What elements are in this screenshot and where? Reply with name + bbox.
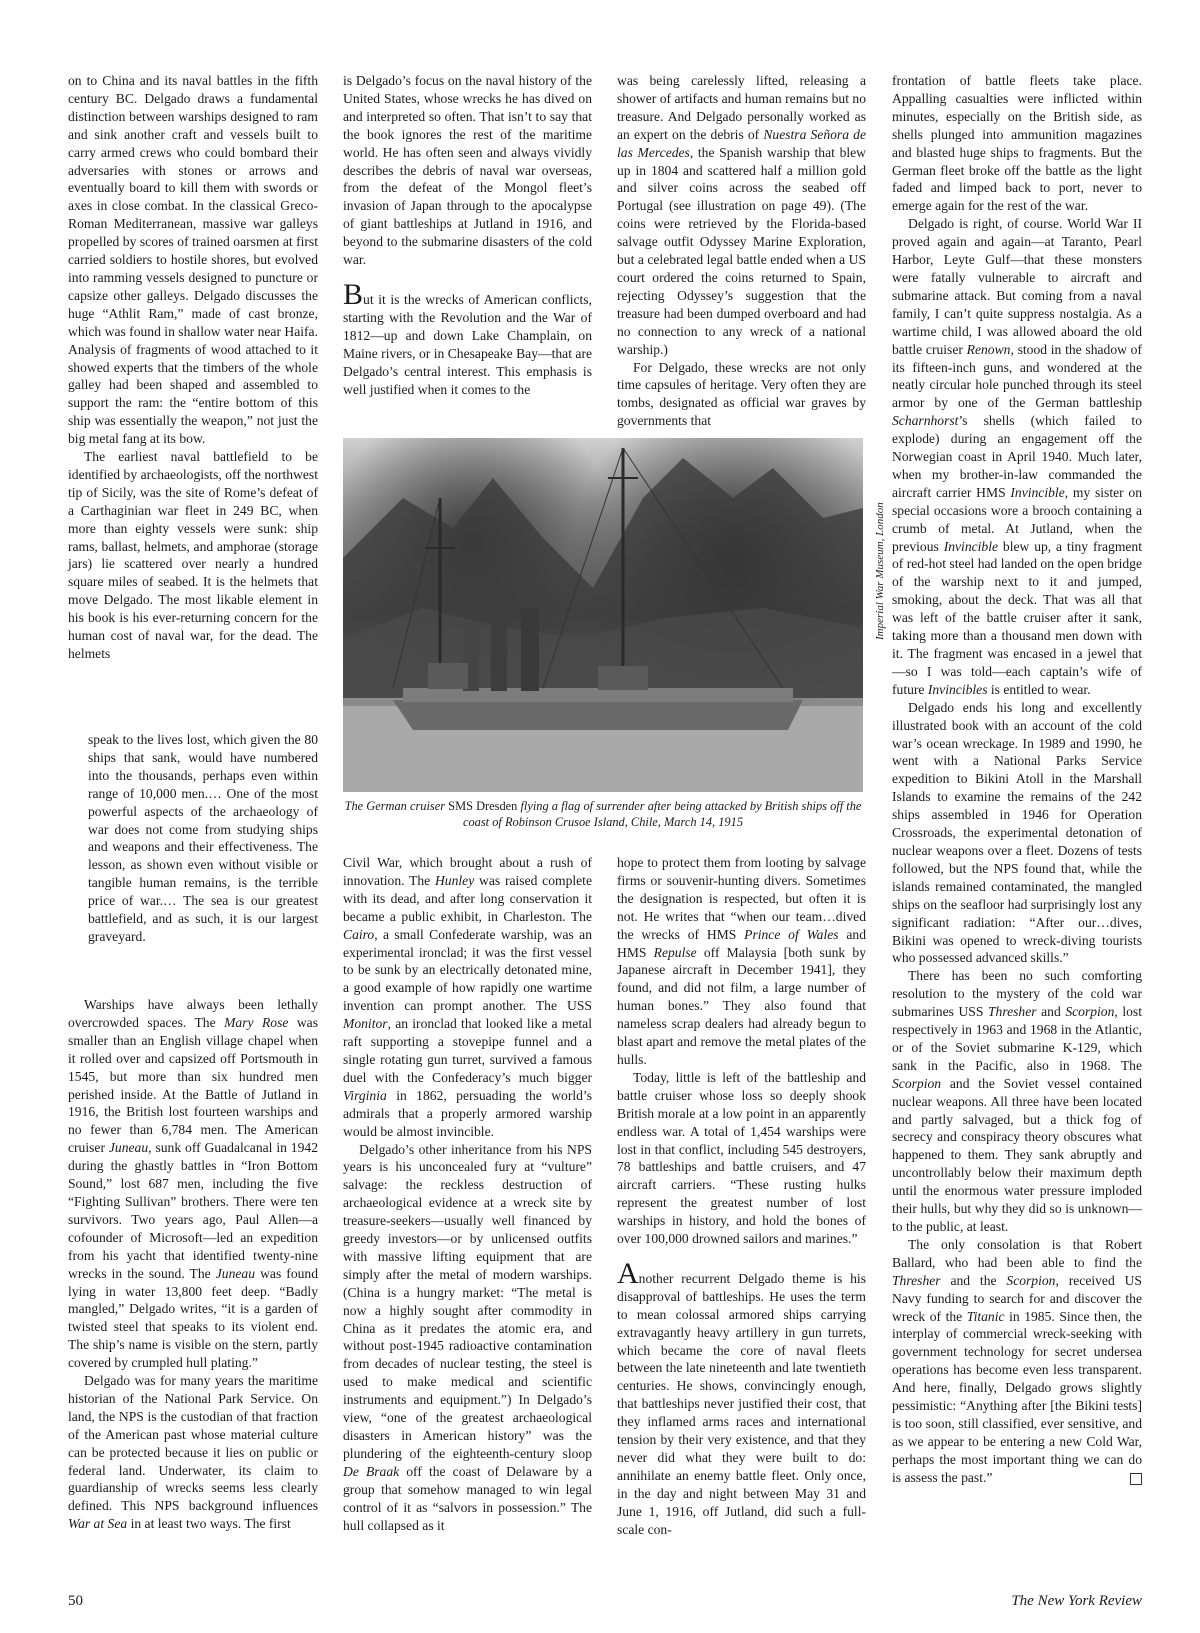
paragraph: was being carelessly lifted, releasing a shower of artifacts and human remains but no treasure. And Delgado personally worked as an expert on the debris of Nuestra Señora de las Mercedes, the Spanish warship that blew up in 1804 and scattered half a million gold and silver coins across the seabed off Portugal (see illustration on page 49). (The coins were retrieved by the Florida-based salvage outfit Odyssey Marine Exploration, but a celebrated legal battle ended when a US court ordered the coins returned to Spain, rejecting Odyssey’s suggestion that the treasure had been dumped overboard and had no connection to any wreck of a national warship.) (617, 73, 866, 357)
paragraph: is Delgado’s focus on the naval history of the United States, whose wrecks he has dived on and interpreted so often. That isn’t to say that the book ignores the rest of the maritime world. He has often seen and always vividly describes the debris of naval war overseas, from the defeat of the Mongol fleet’s invasion of Japan through to the apocalypse of giant battleships at Jutland in 1916, and beyond to the submarine disasters of the cold war. (343, 73, 592, 268)
section-paragraph: Another recurrent Delgado theme is his disapproval of battleships. He uses the term to mean colossal armored ships carrying extravagantly heavy artillery in gun turrets, which became the core of naval fleets between the late nineteenth and late twentieth centuries. He shows, convincingly enough, that battleships never justified their cost, that they inflamed arms races and international tension by their very existence, and that they never did what they were built to do: annihilate an enemy battle fleet. Only once, in the day and night between May 31 and June 1, 1916, off Jutland, did such a full-scale con- (617, 1256, 866, 1537)
photo-caption: The German cruiser SMS Dresden flying a flag of surrender after being attacked by British ships off the coast of Robinson Crusoe Island, Chile, March 14, 1915 (344, 799, 862, 829)
paragraph: Delgado is right, of course. World War II proved again and again—at Taranto, Pearl Harbor, Leyte Gulf—that these monsters were fatally vulnerable to aircraft and submarine attack. But coming from a naval family, I can’t quite suppress nostalgia. As a wartime child, I was allowed aboard the old battle cruiser Renown, stood in the shadow of its fifteen-inch guns, and wondered at the neatly circular hole punched through its steel armor by one of the German battleship Scharnhorst’s shells (which failed to explode) during an engagement off the Norwegian coast in April 1940. Much later, when my brother-in-law commanded the aircraft carrier HMS Invincible, my sister on special occasions wore a brooch containing a crumb of metal. At Jutland, when the previous Invincible blew up, a tiny fragment of red-hot steel had landed on the open bridge of the warship next to it and jumped, smoking, about the deck. That was all that was left of the battle cruiser after it sank, taking more than a thousand men down with it. The fragment was encased in a jewel that—so I was told—each captain’s wife of future Invincibles is entitled to wear. (892, 216, 1143, 697)
column-1-continued (68, 996, 318, 1533)
column-1 (68, 72, 318, 663)
paragraph: Delgado’s other inheritance from his NPS years is his unconcealed fury at “vulture” salvage: the reckless destruction of archaeological evidence at a wreck site by treasure-seekers—usually well financed by greedy investors—or by unlicensed outfits with massive lifting equipment that are simply after the metal of modern warships. (China is a hungry market: “The metal is now a highly sought after commodity in China as it predates the atomic era, and without post-1945 radioactive contamination from decades of nuclear testing, the steel is used to make medical and scientific instruments and equipment.”) In Delgado’s view, “one of the greatest archaeological disasters in American history” was the plundering of the eighteenth-century sloop De Braak off the coast of Delaware by a group that somehow managed to win legal control of it as “salvors in possession.” The hull collapsed as it (343, 1141, 592, 1533)
block-quote (88, 731, 318, 946)
drop-cap: A (617, 1256, 639, 1290)
column-3 (617, 72, 866, 430)
publication-name: The New York Review (1011, 1593, 1142, 1609)
paragraph: There has been no such comforting resolution to the mystery of the cold war submarines USS Thresher and Scorpion, lost respectively in 1963 and 1968 in the Atlantic, or of the Soviet submarine K-129, which sank in the Pacific, also in 1968. The Scorpion and the Soviet vessel contained nuclear weapons. All three have been located and partly salvaged, but a thick fog of secrecy and conspiracy theory obscures what happened to them. They sank abruptly and uncontrollably below their maximum depth until the enormous water pressure imploded their hulls, but why they did so is unknown—to the public, at least. (892, 968, 1142, 1234)
paragraph: on to China and its naval battles in the fifth century BC. Delgado draws a fundamental distinction between warships designed to ram and sink another craft and vessels built to carry armed crews who could bombard their adversaries with stones or arrows and eventually board to kill them with swords or axes in close combat. In the classical Greco-Roman Mediterranean, massive war galleys propelled by scores of trained oarsmen at first carried soldiers to hostile shores, but evolved into ramming vessels designed to puncture or capsize other galleys. Delgado discusses the huge “Athlit Ram,” made of cast bronze, which was found in shallow water near Haifa. Analysis of fragments of wood attached to it showed experts that the timbers of the whole galley had been shaped and assembled to support the ram: the “entire bottom of this ship was essentially the weapon,” not just the big metal fang at its bow. (68, 73, 318, 447)
paragraph: Delgado was for many years the maritime historian of the National Park Service. On land, the NPS is the custodian of that fraction of the American past whose material culture can be protected because it lies on public or federal land. Underwater, its claim to guardianship of wrecks seems less clearly defined. This NPS background influences War at Sea in at least two ways. The first (68, 1373, 318, 1532)
paragraph: The only consolation is that Robert Ballard, who had been able to find the Thresher and the Scorpion, received US Navy funding to search for and discover the wreck of the Titanic in 1985. Since then, the interplay of commercial wreck-seeking with government technology for secret undersea operations has become even less transparent. And here, finally, Delgado grows slightly pessimistic: “Anything after [the Bikini tests] is too soon, still classified, ever sensitive, and as we appear to be entering a new Cold War, perhaps the most important thing we can do is assess the past.” (892, 1236, 1143, 1485)
column-3-continued (617, 854, 866, 1539)
ship-illustration (343, 438, 863, 792)
column-4 (892, 72, 1142, 1487)
drop-cap: B (343, 277, 364, 311)
paragraph: hope to protect them from looting by salvage firms or souvenir-hunting divers. Sometimes the designation is respected, but often it is not. He writes that “when our team…dived the wrecks of HMS Prince of Wales and HMS Repulse off Malaysia [both sunk by Japanese aircraft in December 1941], they found, and did not film, a large number of human bones.” They also found that nameless scrap dealers had already begun to blast apart and remove the metal plates of the hulls. (617, 855, 866, 1067)
paragraph: For Delgado, these wrecks are not only time capsules of heritage. Very often they are tombs, designated as official war graves by governments that (617, 359, 866, 429)
paragraph: frontation of battle fleets take place. Appalling casualties were inflicted within minutes, especially on the British side, as shells plunged into ammunition magazines and blasted huge ships to fragments. But the German fleet broke off the battle as the light faded and limped back to port, never to emerge again for the rest of the war. (892, 73, 1142, 214)
section-paragraph: But it is the wrecks of American conflicts, starting with the Revolution and the War of 1812—up and down Lake Champlain, on Maine rivers, or in Chesapeake Bay—that are Delgado’s central interest. This emphasis is well justified when it comes to the (343, 277, 592, 397)
paragraph: Warships have always been lethally overcrowded spaces. The Mary Rose was smaller than an English village chapel when it rolled over and capsized off Portsmouth in 1545, but more than six hundred men perished inside. At the Battle of Jutland in 1916, the British lost fourteen warships and no fewer than 6,784 men. The American cruiser Juneau, sunk off Guadalcanal in 1942 during the ghastly battles in “Iron Bottom Sound,” lost 687 men, including the five “Fighting Sullivan” brothers. There were ten survivors. Two years ago, Paul Allen—a cofounder of Microsoft—led an expedition from his yacht that identified twenty-nine wrecks in the sound. The Juneau was found lying in water 13,800 feet deep. “Badly mangled,” Delgado writes, “it is a garden of twisted steel that speaks to its violent end. The ship’s name is visible on the stern, partly covered by crumpled hull plating.” (68, 997, 319, 1371)
column-2-continued (343, 854, 592, 1534)
cruiser-photograph (343, 438, 863, 792)
paragraph: Civil War, which brought about a rush of innovation. The Hunley was raised complete with its dead, and after long conservation it became a public exhibit, in Charleston. The Cairo, a small Confederate warship, was an experimental ironclad; it was the first vessel to be sunk by an electrically detonated mine, a good example of how rapidly one wartime invention can prompt another. The USS Monitor, an ironclad that looked like a metal raft supporting a stovepipe funnel and a single rotating gun turret, survived a famous duel with the Confederacy’s much bigger Virginia in 1862, persuading the world’s admirals that a properly armored warship would be almost invincible. (343, 855, 592, 1139)
paragraph: The earliest naval battlefield to be identified by archaeologists, off the northwest tip of Sicily, was the site of Rome’s defeat of a Carthaginian war fleet in 249 BC, when more than eighty vessels were sunk: ship rams, ballast, helmets, and amphorae (storage jars) lie scattered over nearly a hundred square miles of seabed. It is the helmets that move Delgado. The most likable element in his book is his ever-returning concern for the human cost of naval war, for the dead. The helmets (68, 449, 318, 661)
photo-credit: Imperial War Museum, London (874, 502, 886, 640)
page-number: 50 (68, 1593, 83, 1609)
paragraph: Today, little is left of the battleship and battle cruiser whose loss so deeply shook British morale at a low point in an apparently endless war. A total of 1,454 warships were lost in that conflict, including 545 destroyers, 78 battleships and battle cruisers, and 47 aircraft carriers. “These rusting hulks represent the greatest number of lost warships in history, and hold the bones of over 100,000 drowned sailors and marines.” (617, 1069, 866, 1247)
end-mark-icon (1130, 1473, 1142, 1485)
column-2 (343, 72, 592, 398)
quote-text: speak to the lives lost, which given the 80 ships that sank, would have numbered into the thousands, perhaps even within range of 10,000 men.… One of the most powerful aspects of the archaeology of war does not come from studying ships and weapons and their effectiveness. The lesson, as shown even without visible or tangible human remains, is the terrible price of war.… The sea is our greatest battlefield, and as such, it is our largest graveyard. (88, 732, 318, 944)
paragraph: Delgado ends his long and excellently illustrated book with an account of the cold war’s ocean wreckage. In 1989 and 1990, he went with a National Parks Service expedition to Bikini Atoll in the Marshall Islands to examine the remains of the 242 ships assembled in 1946 for Operation Crossroads, the experimental detonation of nuclear weapons over a fleet. Dozens of tests followed, but the NPS found that, while the islands remained contaminated, the mangled ships on the seafloor had surprisingly lost any significant radiation: “After our…dives, Bikini was opened to wreck-diving tourists who possessed advanced skills.” (892, 699, 1142, 966)
